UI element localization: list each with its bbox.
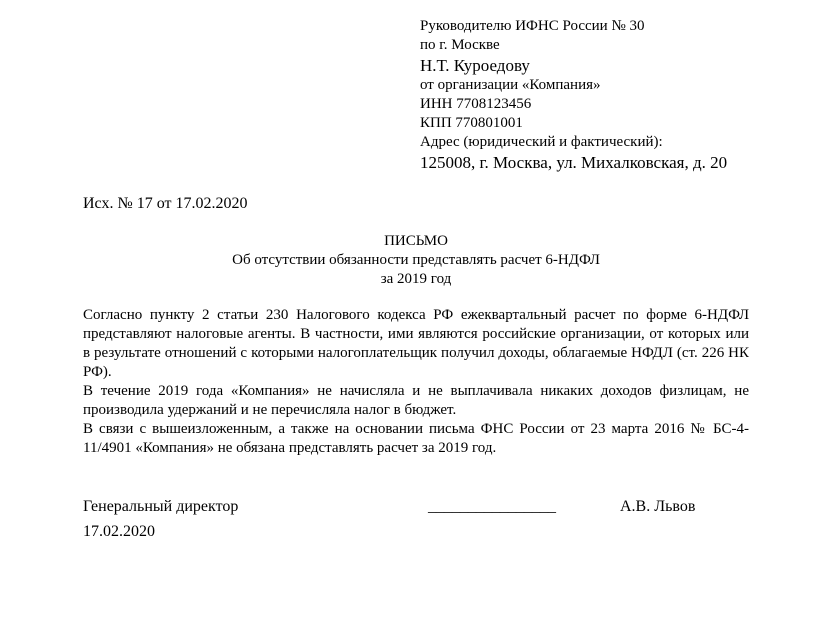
body-paragraph-2: В течение 2019 года «Компания» не начисляла и не выплачивала никаких доходов физлицам, не производила удержаний и не перечисляла налог в бюджет. <box>83 383 749 418</box>
sender-kpp: КПП 770801001 <box>420 115 523 131</box>
sender-organization: от организации «Компания» <box>420 77 601 93</box>
sender-inn: ИНН 7708123456 <box>420 96 532 112</box>
addressee-block <box>420 17 800 173</box>
signer-name: А.В. Львов <box>620 498 696 515</box>
sender-address: 125008, г. Москва, ул. Михалковская, д. 20 <box>420 153 728 172</box>
letter-body <box>83 306 749 458</box>
signature-line: ________________ <box>428 498 556 515</box>
letter-heading <box>83 232 749 289</box>
outgoing-reference: Исх. № 17 от 17.02.2020 <box>83 195 248 212</box>
letter-title: ПИСЬМО <box>384 233 448 249</box>
body-paragraph-1: Согласно пункту 2 статьи 230 Налогового кодекса РФ ежеквартальный расчет по форме 6-НДФЛ представляют налоговые агенты. В частности, ими являются российские организации, от которых или в результате отношений с которыми налогоплательщик получил доходы, облагаемые НФДЛ (ст. 226 НК РФ). <box>83 307 749 380</box>
signer-position: Генеральный директор <box>83 498 239 515</box>
addressee-person: Н.Т. Куроедову <box>420 56 530 75</box>
body-paragraph-3: В связи с вышеизложенным, а также на основании письма ФНС России от 23 марта 2016 № БС-4-11/4901 «Компания» не обязана представлять расчет за 2019 год. <box>83 421 749 456</box>
letter-period: за 2019 год <box>380 271 452 287</box>
letter-subject: Об отсутствии обязанности представлять расчет 6-НДФЛ <box>232 252 600 268</box>
signature-date: 17.02.2020 <box>83 523 155 540</box>
addressee-city: по г. Москве <box>420 37 500 53</box>
sender-address-label: Адрес (юридический и фактический): <box>420 134 663 150</box>
addressee-head: Руководителю ИФНС России № 30 <box>420 18 645 34</box>
